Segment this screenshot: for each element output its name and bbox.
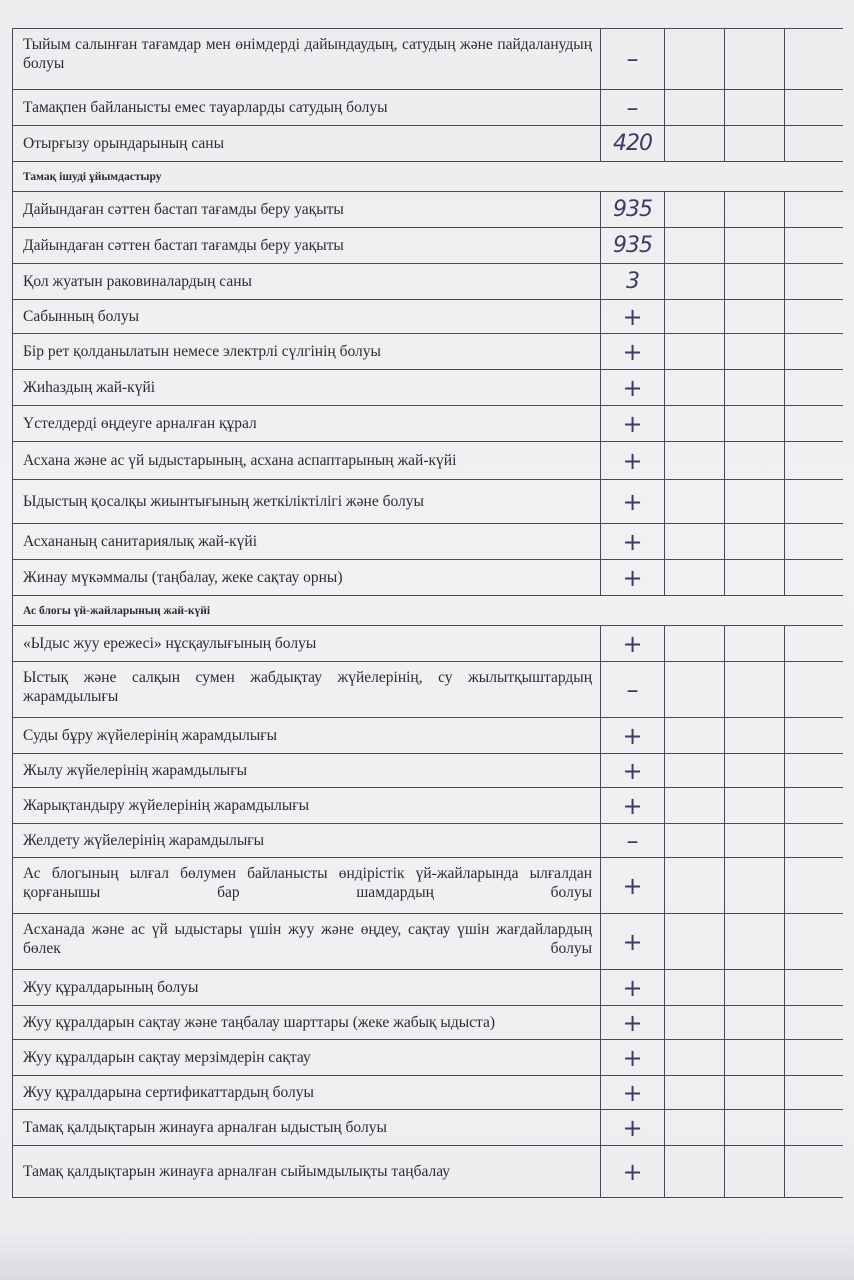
table-row [13, 264, 843, 300]
table-row [13, 90, 843, 126]
handwritten-mark [601, 442, 665, 479]
mark-value: + [622, 1157, 643, 1186]
mark-value: 3 [626, 269, 639, 294]
table-row [13, 626, 843, 662]
table-row [13, 560, 843, 596]
handwritten-mark [601, 1110, 665, 1145]
criterion-text: Дайындаған сәттен бастап тағамды беру уақыты [13, 228, 601, 263]
empty-cell [725, 718, 785, 753]
mark-value: – [626, 826, 639, 855]
empty-cell [665, 90, 725, 125]
mark-value: 935 [613, 233, 652, 258]
handwritten-mark [601, 300, 665, 333]
handwritten-mark [601, 788, 665, 823]
handwritten-mark [601, 824, 665, 857]
empty-cell [785, 1076, 843, 1109]
empty-cell [725, 370, 785, 405]
empty-cell [665, 1006, 725, 1039]
empty-cell [665, 788, 725, 823]
criterion-text: Үстелдерді өңдеуге арналған құрал [13, 406, 601, 441]
table-row [13, 914, 843, 970]
handwritten-mark [601, 560, 665, 595]
empty-cell [725, 754, 785, 787]
handwritten-mark [601, 754, 665, 787]
criterion-text: Желдету жүйелерінің жарамдылығы [13, 824, 601, 857]
empty-cell [785, 264, 843, 299]
empty-cell [665, 824, 725, 857]
empty-cell [665, 626, 725, 661]
table-row [13, 126, 843, 162]
table-row [13, 192, 843, 228]
criterion-text: Тыйым салынған тағамдар мен өнімдерді дайындаудың, сатудың және пайдаланудың болуы [13, 29, 601, 89]
empty-cell [725, 29, 785, 89]
criterion-text: Жуу құралдарын сақтау және таңбалау шарттары (жеке жабық ыдыста) [13, 1006, 601, 1039]
inspection-table [12, 28, 843, 1198]
handwritten-mark [601, 858, 665, 913]
empty-cell [725, 524, 785, 559]
empty-cell [785, 754, 843, 787]
mark-value: 935 [613, 197, 652, 222]
empty-cell [785, 858, 843, 913]
handwritten-mark [601, 29, 665, 89]
table-row [13, 1076, 843, 1110]
criterion-text: Тамақ қалдықтарын жинауға арналған ыдыстың болуы [13, 1110, 601, 1145]
table-row [13, 524, 843, 560]
page-shadow [0, 1230, 854, 1280]
mark-value: + [622, 973, 643, 1002]
criterion-text: Жарықтандыру жүйелерінің жарамдылығы [13, 788, 601, 823]
mark-value: + [622, 302, 643, 331]
handwritten-mark [601, 1006, 665, 1039]
handwritten-mark [601, 480, 665, 523]
mark-value: + [622, 1008, 643, 1037]
empty-cell [665, 442, 725, 479]
empty-cell [665, 1040, 725, 1075]
empty-cell [785, 480, 843, 523]
empty-cell [665, 718, 725, 753]
mark-value: + [622, 337, 643, 366]
empty-cell [785, 788, 843, 823]
table-row [13, 1110, 843, 1146]
handwritten-mark [601, 914, 665, 969]
empty-cell [785, 406, 843, 441]
criterion-text: Асхананың санитариялық жай-күйі [13, 524, 601, 559]
table-row [13, 970, 843, 1006]
empty-cell [785, 1146, 843, 1197]
criterion-text: Ыдыстың қосалқы жиынтығының жеткіліктілігі және болуы [13, 480, 601, 523]
empty-cell [665, 370, 725, 405]
empty-cell [785, 370, 843, 405]
table-row [13, 370, 843, 406]
empty-cell [725, 1006, 785, 1039]
empty-cell [725, 1146, 785, 1197]
criterion-text: Жуу құралдарына сертификаттардың болуы [13, 1076, 601, 1109]
mark-value: + [622, 871, 643, 900]
criterion-text: Бір рет қолданылатын немесе электрлі сүлгінің болуы [13, 334, 601, 369]
empty-cell [785, 970, 843, 1005]
section-header: Тамақ ішуді ұйымдастыру [13, 162, 843, 192]
mark-value: + [622, 1078, 643, 1107]
criterion-text: Отырғызу орындарының саны [13, 126, 601, 161]
criterion-text: Қол жуатын раковиналардың саны [13, 264, 601, 299]
empty-cell [785, 126, 843, 161]
handwritten-mark [601, 228, 665, 263]
mark-value: + [622, 629, 643, 658]
empty-cell [665, 1146, 725, 1197]
handwritten-mark [601, 192, 665, 227]
empty-cell [665, 29, 725, 89]
table-row [13, 858, 843, 914]
empty-cell [785, 228, 843, 263]
empty-cell [785, 1110, 843, 1145]
mark-value: + [622, 446, 643, 475]
mark-value: + [622, 409, 643, 438]
empty-cell [725, 560, 785, 595]
empty-cell [785, 824, 843, 857]
empty-cell [665, 662, 725, 717]
empty-cell [665, 480, 725, 523]
mark-value: + [622, 721, 643, 750]
empty-cell [725, 480, 785, 523]
empty-cell [725, 1076, 785, 1109]
criterion-text: Ас блогының ылғал бөлумен байланысты өндірістік үй-жайларында ылғалдан қорғанышы бар шамдардың болуы [13, 858, 601, 913]
mark-value: – [626, 45, 639, 73]
table-row [13, 1146, 843, 1198]
mark-value: – [626, 93, 639, 122]
empty-cell [665, 126, 725, 161]
empty-cell [725, 300, 785, 333]
empty-cell [725, 1110, 785, 1145]
mark-value: + [622, 527, 643, 556]
empty-cell [725, 406, 785, 441]
empty-cell [725, 662, 785, 717]
empty-cell [665, 858, 725, 913]
criterion-text: Дайындаған сәттен бастап тағамды беру уақыты [13, 192, 601, 227]
mark-value: + [622, 927, 643, 956]
empty-cell [665, 300, 725, 333]
empty-cell [785, 1006, 843, 1039]
mark-value: + [622, 791, 643, 820]
mark-value: + [622, 373, 643, 402]
empty-cell [725, 126, 785, 161]
criterion-text: Жылу жүйелерінің жарамдылығы [13, 754, 601, 787]
handwritten-mark [601, 406, 665, 441]
empty-cell [785, 334, 843, 369]
empty-cell [725, 442, 785, 479]
criterion-text: «Ыдыс жуу ережесі» нұсқаулығының болуы [13, 626, 601, 661]
mark-value: + [622, 563, 643, 592]
empty-cell [785, 90, 843, 125]
table-row [13, 824, 843, 858]
empty-cell [725, 228, 785, 263]
empty-cell [725, 914, 785, 969]
handwritten-mark [601, 1076, 665, 1109]
empty-cell [665, 228, 725, 263]
empty-cell [665, 754, 725, 787]
table-row [13, 718, 843, 754]
empty-cell [665, 1110, 725, 1145]
handwritten-mark [601, 524, 665, 559]
handwritten-mark [601, 90, 665, 125]
empty-cell [725, 264, 785, 299]
empty-cell [665, 524, 725, 559]
empty-cell [725, 858, 785, 913]
table-row [13, 228, 843, 264]
table-row [13, 28, 843, 90]
criterion-text: Жиһаздың жай-күйі [13, 370, 601, 405]
handwritten-mark [601, 1040, 665, 1075]
table-row [13, 662, 843, 718]
empty-cell [665, 914, 725, 969]
empty-cell [785, 524, 843, 559]
table-row [13, 1040, 843, 1076]
empty-cell [665, 192, 725, 227]
empty-cell [785, 29, 843, 89]
handwritten-mark [601, 126, 665, 161]
empty-cell [665, 334, 725, 369]
empty-cell [725, 970, 785, 1005]
empty-cell [725, 824, 785, 857]
empty-cell [665, 970, 725, 1005]
table-row [13, 480, 843, 524]
empty-cell [725, 626, 785, 661]
handwritten-mark [601, 370, 665, 405]
empty-cell [665, 1076, 725, 1109]
handwritten-mark [601, 662, 665, 717]
criterion-text: Асхана және ас үй ыдыстарының, асхана аспаптарының жай-күйі [13, 442, 601, 479]
mark-value: + [622, 756, 643, 785]
empty-cell [725, 192, 785, 227]
criterion-text: Суды бұру жүйелерінің жарамдылығы [13, 718, 601, 753]
table-row [13, 442, 843, 480]
empty-cell [785, 914, 843, 969]
table-row [13, 300, 843, 334]
criterion-text: Жинау мүкәммалы (таңбалау, жеке сақтау орны) [13, 560, 601, 595]
mark-value: 420 [613, 131, 652, 156]
criterion-text: Тамақпен байланысты емес тауарларды сатудың болуы [13, 90, 601, 125]
criterion-text: Жуу құралдарын сақтау мерзімдерін сақтау [13, 1040, 601, 1075]
handwritten-mark [601, 970, 665, 1005]
criterion-text: Жуу құралдарының болуы [13, 970, 601, 1005]
empty-cell [785, 1040, 843, 1075]
empty-cell [785, 300, 843, 333]
empty-cell [785, 560, 843, 595]
mark-value: + [622, 1113, 643, 1142]
empty-cell [785, 626, 843, 661]
handwritten-mark [601, 718, 665, 753]
handwritten-mark [601, 626, 665, 661]
mark-value: + [622, 487, 643, 516]
handwritten-mark [601, 1146, 665, 1197]
empty-cell [785, 718, 843, 753]
table-row [13, 334, 843, 370]
criterion-text: Тамақ қалдықтарын жинауға арналған сыйымдылықты таңбалау [13, 1146, 601, 1197]
empty-cell [725, 788, 785, 823]
empty-cell [725, 334, 785, 369]
empty-cell [665, 264, 725, 299]
mark-value: + [622, 1043, 643, 1072]
table-row [13, 406, 843, 442]
criterion-text: Асханада және ас үй ыдыстары үшін жуу және өңдеу, сақтау үшін жағдайлардың бөлек болуы [13, 914, 601, 969]
handwritten-mark [601, 334, 665, 369]
table-row [13, 788, 843, 824]
section-header: Ас блогы үй-жайларының жай-күйі [13, 596, 843, 626]
empty-cell [665, 406, 725, 441]
empty-cell [785, 192, 843, 227]
empty-cell [725, 1040, 785, 1075]
criterion-text: Сабынның болуы [13, 300, 601, 333]
criterion-text: Ыстық және салқын сумен жабдықтау жүйелерінің, су жылытқыштардың жарамдылығы [13, 662, 601, 717]
empty-cell [785, 442, 843, 479]
empty-cell [665, 560, 725, 595]
empty-cell [725, 90, 785, 125]
handwritten-mark [601, 264, 665, 299]
mark-value: – [626, 675, 639, 704]
empty-cell [785, 662, 843, 717]
table-row [13, 754, 843, 788]
table-row [13, 1006, 843, 1040]
